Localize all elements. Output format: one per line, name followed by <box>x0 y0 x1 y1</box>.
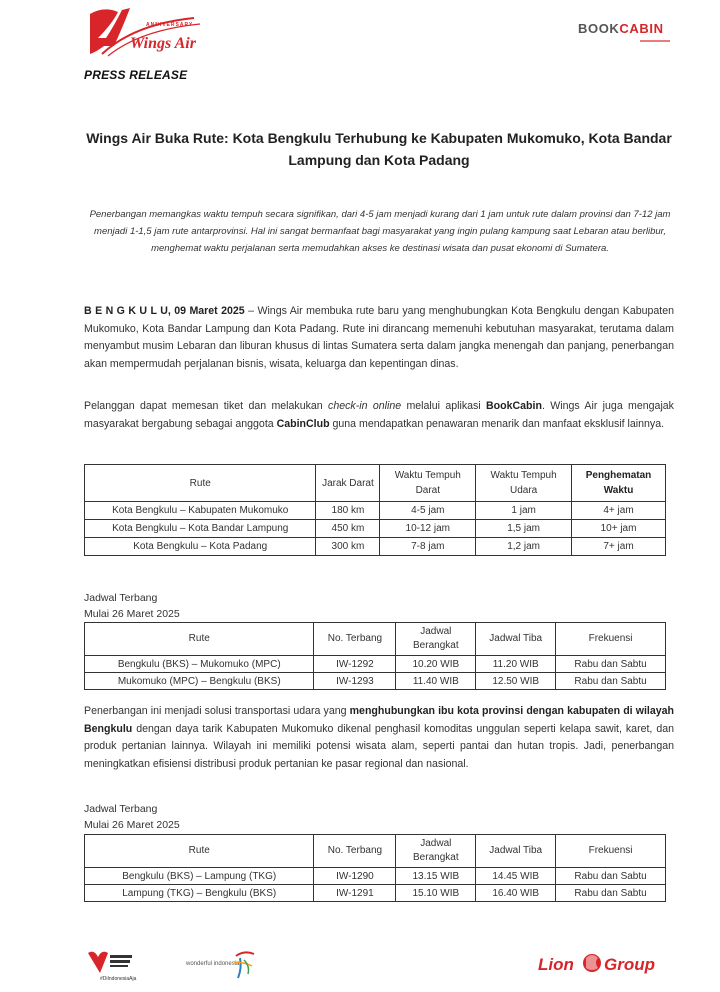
wonderful-indonesia-text: wonderful indonesia <box>186 961 240 967</box>
table-cell: 11.20 WIB <box>476 656 556 673</box>
table-header: Jadwal Tiba <box>476 835 556 868</box>
table-cell: 10+ jam <box>572 520 666 538</box>
schedule-caption-2 <box>84 801 180 833</box>
table-cell: 10-12 jam <box>380 520 476 538</box>
table-cell: 13.15 WIB <box>396 868 476 885</box>
bookcabin-mention: BookCabin <box>486 400 542 412</box>
paragraph-text: melalui aplikasi <box>401 400 487 412</box>
cabinclub-mention: CabinClub <box>276 417 330 430</box>
bookcabin-book-text: BOOK <box>578 21 620 36</box>
paragraph-text: . Wings Air juga mengajak masyarakat bergabung sebagai anggota <box>84 400 674 430</box>
table-cell: 300 km <box>316 538 380 556</box>
paragraph-text: guna mendapatkan penawaran menarik dan manfaat eksklusif lainnya. <box>329 417 665 430</box>
schedule-title: Jadwal Terbang <box>84 803 158 815</box>
table-cell: 10.20 WIB <box>396 656 476 673</box>
table-cell: 1,5 jam <box>476 520 572 538</box>
page-title: Wings Air Buka Rute: Kota Bengkulu Terhubung ke Kabupaten Mukomuko, Kota Bandar Lampung dan Kota Padang <box>86 130 672 168</box>
table-cell: 450 km <box>316 520 380 538</box>
table-cell: IW-1291 <box>314 885 396 902</box>
table-cell: Kota Bengkulu – Kota Bandar Lampung <box>85 520 316 538</box>
paragraph-text: Penerbangan ini menjadi solusi transportasi udara yang <box>84 705 350 717</box>
table-header-row <box>85 835 666 868</box>
flight-schedule-table-1 <box>84 622 666 690</box>
table-cell: 7+ jam <box>572 538 666 556</box>
table-header: Frekuensi <box>556 623 666 656</box>
wings-air-logo <box>84 4 214 62</box>
table-header: Jarak Darat <box>316 465 380 502</box>
table-header-row <box>85 465 666 502</box>
table-cell: 4-5 jam <box>380 502 476 520</box>
table-header: No. Terbang <box>314 623 396 656</box>
lion-group-logo <box>536 950 676 976</box>
schedule-start-date: Mulai 26 Maret 2025 <box>84 608 180 620</box>
dateline: B E N G K U L U, 09 Maret 2025 <box>84 305 245 317</box>
body-paragraph-2 <box>84 398 674 433</box>
svg-text:Wings Air: Wings Air <box>130 35 196 52</box>
table-cell: Rabu dan Sabtu <box>556 673 666 690</box>
press-release-label: PRESS RELEASE <box>84 68 188 82</box>
table-header: Rute <box>85 835 314 868</box>
table-cell: Rabu dan Sabtu <box>556 656 666 673</box>
table-cell: 16.40 WIB <box>476 885 556 902</box>
table-header: Waktu Tempuh Udara <box>476 465 572 502</box>
body-paragraph-1 <box>84 303 674 373</box>
table-header: Jadwal Berangkat <box>396 835 476 868</box>
schedule-start-date: Mulai 26 Maret 2025 <box>84 819 180 831</box>
wonderful-indonesia-logo <box>184 948 259 980</box>
table-cell: IW-1290 <box>314 868 396 885</box>
table-header: Rute <box>85 623 314 656</box>
flight-schedule-table-2 <box>84 834 666 902</box>
table-cell: 1 jam <box>476 502 572 520</box>
svg-text:Lion: Lion <box>538 955 574 974</box>
table-cell: Kota Bengkulu – Kota Padang <box>85 538 316 556</box>
table-cell: 15.10 WIB <box>396 885 476 902</box>
table-cell: Bengkulu (BKS) – Mukomuko (MPC) <box>85 656 314 673</box>
table-cell: Rabu dan Sabtu <box>556 868 666 885</box>
table-row <box>85 520 666 538</box>
lead-paragraph: Penerbangan memangkas waktu tempuh secara signifikan, dari 4-5 jam menjadi kurang dari 1 jam untuk rute dalam provinsi dan 7-12 jam menjadi 1-1,5 jam rute antarprovinsi. Hal ini sangat bermanfaat bagi masyarakat yang ingin pulang kampung saat Lebaran atau berlibur, menghemat waktu perjalanan serta memudahkan akses ke destinasi wisata dan pusat ekonomi di Sumatera. <box>89 209 671 254</box>
paragraph-text: Pelanggan dapat memesan tiket dan melakukan <box>84 400 329 412</box>
bookcabin-logo <box>578 20 674 50</box>
table-row <box>85 502 666 520</box>
table-header: Frekuensi <box>556 835 666 868</box>
table-header: No. Terbang <box>314 835 396 868</box>
table-cell: Bengkulu (BKS) – Lampung (TKG) <box>85 868 314 885</box>
paragraph-text: – Wings Air membuka rute baru yang menghubungkan Kota Bengkulu dengan Kabupaten Mukomuko, Kota Bandar Lampung dan Kota Padang. Rute ini dirancang memenuhi kebutuhan masyarakat, terutama dalam menyambut musim Lebaran dan liburan khusus di lintas Sumatera serta dalam jangka menengah dan panjang, penerbangan akan mempermudah perjalanan bisnis, wisata, keluarga dan kepentingan dinas. <box>84 305 674 370</box>
table-cell: 11.40 WIB <box>396 673 476 690</box>
table-cell: 180 km <box>316 502 380 520</box>
table-row <box>85 656 666 673</box>
paragraph-bold: menghubungkan ibu kota provinsi dengan kabupaten di wilayah Bengkulu <box>84 705 674 735</box>
table-header: Penghematan Waktu <box>572 465 666 502</box>
table-cell: 4+ jam <box>572 502 666 520</box>
table-cell: Lampung (TKG) – Bengkulu (BKS) <box>85 885 314 902</box>
table-cell: Mukomuko (MPC) – Bengkulu (BKS) <box>85 673 314 690</box>
schedule-caption-1 <box>84 590 180 622</box>
svg-text:Group: Group <box>604 955 655 974</box>
schedule-title: Jadwal Terbang <box>84 592 158 604</box>
diindonesiaaja-logo <box>86 943 146 983</box>
table-cell: IW-1293 <box>314 673 396 690</box>
table-cell: Rabu dan Sabtu <box>556 885 666 902</box>
table-header-row <box>85 623 666 656</box>
table-row <box>85 673 666 690</box>
diindonesiaaja-text: #DiIndonesiaAja <box>100 976 137 982</box>
table-row <box>85 868 666 885</box>
table-cell: Kota Bengkulu – Kabupaten Mukomuko <box>85 502 316 520</box>
table-header: Waktu Tempuh Darat <box>380 465 476 502</box>
table-cell: 12.50 WIB <box>476 673 556 690</box>
table-header: Jadwal Berangkat <box>396 623 476 656</box>
table-cell: IW-1292 <box>314 656 396 673</box>
body-paragraph-3 <box>84 703 674 773</box>
table-cell: 14.45 WIB <box>476 868 556 885</box>
paragraph-text: dengan daya tarik Kabupaten Mukomuko dikenal penghasil komoditas unggulan seperti kelapa sawit, karet, dan produk pertanian lainnya. Wilayah ini memiliki potensi wisata alam, seperti pantai dan hutan tropis. Jadi, penerbangan meningkatkan efisiensi distribusi produk pertanian ke pasar regional dan nasional. <box>84 722 674 770</box>
table-row <box>85 538 666 556</box>
route-comparison-table <box>84 464 666 556</box>
table-cell: 1,2 jam <box>476 538 572 556</box>
table-cell: 7-8 jam <box>380 538 476 556</box>
table-header: Rute <box>85 465 316 502</box>
anniversary-text: ANNIVERSARY <box>146 22 194 28</box>
bookcabin-cabin-text: CABIN <box>619 21 664 36</box>
paragraph-italic: check-in online <box>328 400 402 412</box>
table-header: Jadwal Tiba <box>476 623 556 656</box>
table-row <box>85 885 666 902</box>
